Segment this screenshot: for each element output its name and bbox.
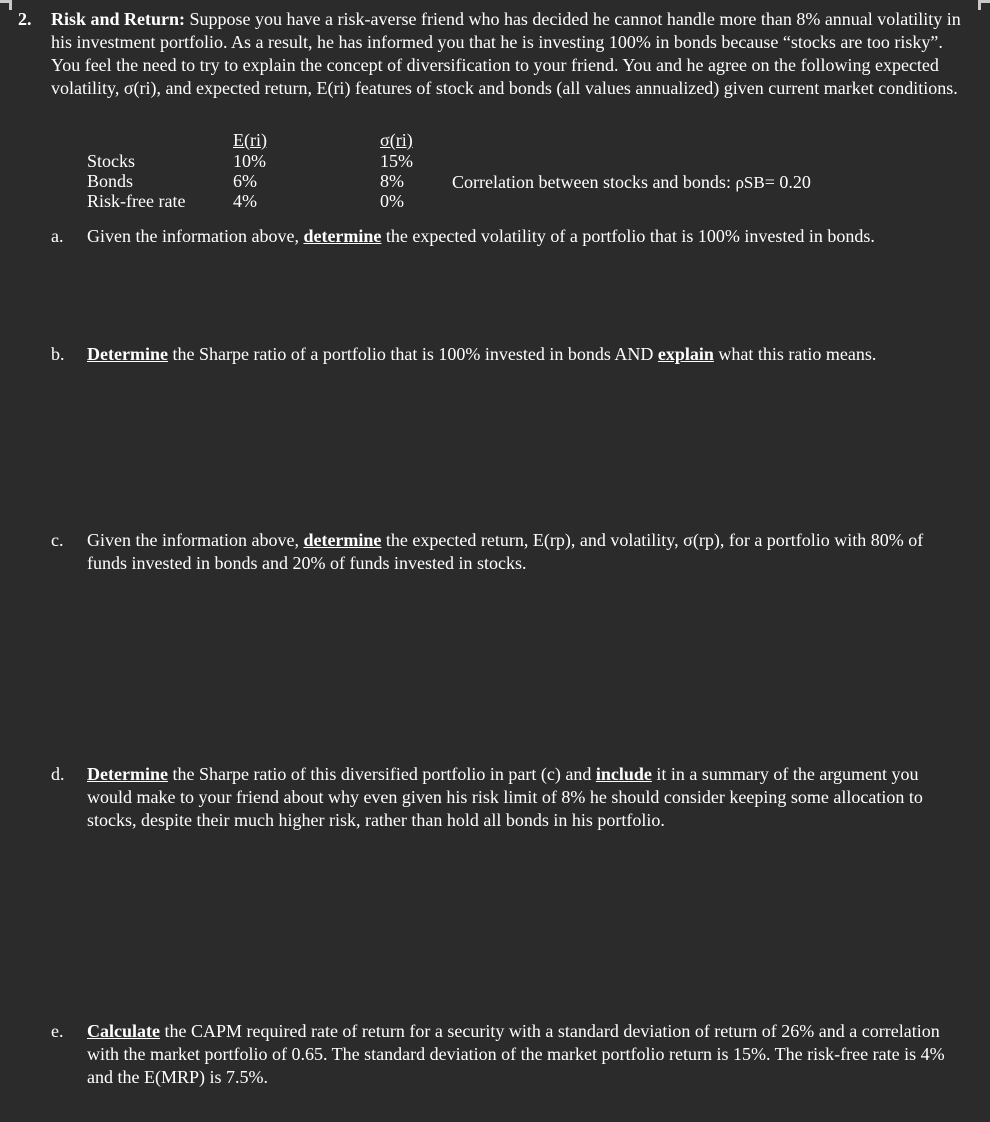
part-a-emph: determine [303,226,382,246]
row-label-stocks: Stocks [87,151,136,171]
riskfree-er: 4% [233,191,257,211]
row-label-riskfree: Risk-free rate [87,191,186,211]
question-number: 2. [18,9,32,29]
part-c-seg2: the expected return, E(rp), and volatility, σ(rp), for a portfolio with 80% of funds invested in bonds and 20% of funds invested in stocks. [87,530,924,573]
part-d-text [87,763,967,832]
part-d-emph1: Determine [87,764,168,784]
intro-text-3: features of stock and bonds (all values annualized) given current market conditions. [350,78,958,98]
correlation-label: Correlation between stocks and bonds: [452,172,731,192]
correlation-value: = 0.20 [764,172,811,192]
stocks-er: 10% [233,151,266,171]
corner-mark-right-v [978,0,981,10]
header-expected-return: E(ri) [233,130,267,150]
part-d-letter: d. [51,764,65,784]
part-e-seg1: the CAPM required rate of return for a security with a standard deviation of return of 26% and a correlation with the market portfolio of 0.65. The standard deviation of the market portfolio return is 15%. The risk-free rate is 4% and the E(MRP) is 7.5%. [87,1021,945,1087]
part-e-letter: e. [51,1021,64,1041]
intro-sigma: σ(ri) [123,78,157,98]
corner-mark-left-v [9,0,12,10]
part-a-text [87,225,967,248]
row-label-bonds: Bonds [87,171,134,191]
intro-er: E(ri) [316,78,351,98]
part-a-seg1: Given the information above, [87,226,304,246]
correlation-symbol: ρSB [735,173,765,192]
part-c-text [87,529,967,575]
stocks-sd: 15% [380,151,413,171]
part-d-seg2: it in a summary of the argument you would make to your friend about why even given his risk limit of 8% he should consider keeping some allocation to stocks, despite their much higher risk, rather than hold all bonds in his portfolio. [87,764,923,830]
part-c-seg1: Given the information above, [87,530,304,550]
part-a-seg2: the expected volatility of a portfolio that is 100% invested in bonds. [381,226,875,246]
part-a-letter: a. [51,226,64,246]
part-b-text [87,343,967,366]
bonds-er: 6% [233,171,257,191]
part-d-emph2: include [595,764,652,784]
bonds-sd: 8% [380,171,404,191]
part-e-emph: Calculate [87,1021,160,1041]
part-b-emph2: explain [657,344,714,364]
intro-text-2: , and expected return, [156,78,317,98]
correlation-note [452,171,811,194]
part-d-seg1: the Sharpe ratio of this diversified portfolio in part (c) and [167,764,596,784]
question-title: Risk and Return: [51,9,186,29]
part-c-emph: determine [303,530,382,550]
part-b-seg2: what this ratio means. [713,344,877,364]
part-b-emph1: Determine [87,344,168,364]
part-c-letter: c. [51,530,64,550]
part-b-letter: b. [51,344,65,364]
riskfree-sd: 0% [380,191,404,211]
part-b-seg1: the Sharpe ratio of a portfolio that is 100% invested in bonds AND [167,344,658,364]
intro-text-1: Suppose you have a risk-averse friend who has decided he cannot handle more than 8% annual volatility in his investment portfolio. As a result, he has informed you that he is investing 100% in bonds because “stocks are too risky”. You feel the need to try to explain the concept of diversification to your friend. You and he agree on the following expected volatility, [51,9,961,98]
question-intro [51,8,966,100]
header-volatility: σ(ri) [380,130,413,150]
part-e-text [87,1020,967,1089]
